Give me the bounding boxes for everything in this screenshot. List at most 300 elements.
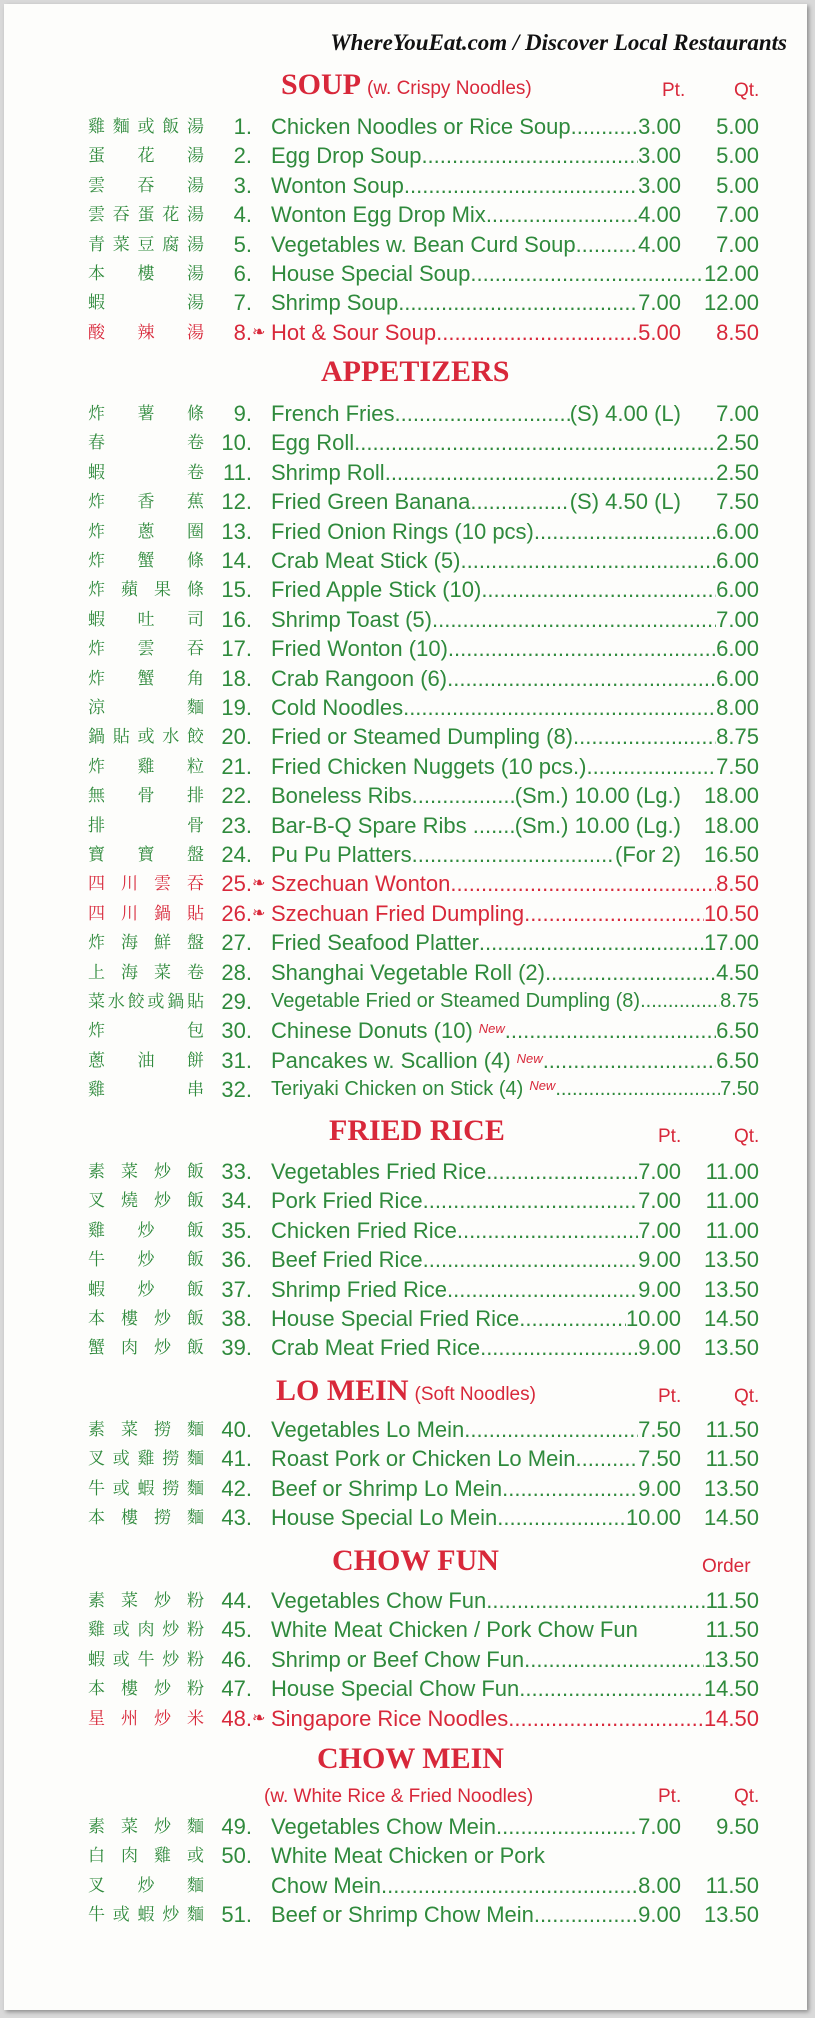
dot-leader <box>479 928 704 957</box>
item-line <box>271 1157 759 1186</box>
dot-leader <box>534 517 716 546</box>
chinese-name: 素 菜 炒 麵 <box>88 1817 204 1836</box>
dot-leader <box>403 693 716 722</box>
section-title-fried-rice <box>329 1114 505 1148</box>
item-name: Boneless Ribs <box>271 783 412 809</box>
item-name: Vegetables Chow Fun <box>271 1588 487 1613</box>
item-name: Egg Roll <box>271 430 355 456</box>
item-number: 21. <box>221 753 252 779</box>
dot-leader <box>412 840 615 869</box>
price-quart: 2.50 <box>716 459 759 485</box>
chinese-name: 春 卷 <box>88 433 204 453</box>
price-quart: 2.50 <box>716 430 759 456</box>
item-number: 44. <box>221 1588 252 1613</box>
dot-leader <box>497 1503 626 1532</box>
dot-leader <box>543 1046 716 1075</box>
dot-leader <box>461 546 717 575</box>
item-line <box>271 575 759 604</box>
item-name: House Special Lo Mein <box>271 1505 498 1531</box>
price-quart: 18.00 <box>703 812 759 838</box>
menu-item[interactable] <box>4 1841 807 1870</box>
price-pint: 8.00 <box>638 1872 681 1898</box>
size-prices: (S) 4.00 (L) <box>569 401 681 426</box>
dot-leader <box>576 230 639 259</box>
chinese-name: 牛 或 蝦 撈 麵 <box>88 1478 204 1498</box>
section-note: (Soft Noodles) <box>414 1384 536 1405</box>
chinese-name: 牛 炒 飯 <box>88 1250 204 1270</box>
price-pint: 7.50 <box>638 1446 681 1472</box>
chinese-name: 蝦 或 牛 炒 粉 <box>88 1649 204 1669</box>
price-pint: 9.00 <box>638 1902 681 1928</box>
item-number: 14. <box>221 548 252 573</box>
price-pint: 7.00 <box>638 1159 681 1184</box>
menu-item[interactable] <box>4 1046 807 1075</box>
price-quart: 7.00 <box>716 231 759 257</box>
site-header: WhereYouEat.com / Discover Local Restaurants <box>330 30 787 55</box>
price-pint: 10.00 <box>625 1505 681 1531</box>
item-line <box>271 693 759 722</box>
price-quart: 13.50 <box>703 1646 759 1672</box>
menu-item[interactable] <box>4 259 807 288</box>
item-line <box>271 840 759 869</box>
item-name: Fried Apple Stick (10) <box>271 577 482 603</box>
item-name: Bar-B-Q Spare Ribs . <box>271 812 479 838</box>
menu-item[interactable] <box>4 987 807 1016</box>
dot-leader <box>447 1275 638 1304</box>
price-quart: 4.50 <box>716 959 759 985</box>
size-prices: (For 2) <box>615 842 681 867</box>
item-number: 33. <box>221 1159 252 1184</box>
item-line <box>271 1186 759 1215</box>
item-name: White Meat Chicken / Pork Chow Fun <box>271 1617 638 1643</box>
item-name: Pu Pu Platters <box>271 842 412 867</box>
menu-item[interactable] <box>4 605 807 634</box>
item-line <box>271 399 759 428</box>
chinese-name: 四 川 鍋 貼 <box>88 903 204 923</box>
menu-item[interactable] <box>4 1871 807 1900</box>
item-name: Fried Wonton (10) <box>271 636 448 662</box>
menu-item[interactable] <box>4 1615 807 1644</box>
section-title-text: LO MEIN <box>276 1374 409 1407</box>
item-number: 42. <box>221 1475 252 1501</box>
chinese-name: 炸 海 鮮 盤 <box>88 933 204 953</box>
item-line <box>271 259 759 288</box>
dot-leader <box>423 1245 639 1274</box>
section-title-text: SOUP <box>281 68 362 101</box>
item-name: House Special Chow Fun <box>271 1676 520 1702</box>
item-name: Wonton Soup <box>271 172 404 198</box>
item-name: Fried Onion Rings (10 pcs) <box>271 518 534 544</box>
column-header-qt: Qt. <box>734 1386 760 1407</box>
item-number: 34. <box>221 1188 252 1214</box>
price-quart: 12.00 <box>703 261 759 286</box>
price-quart: 14.50 <box>703 1306 759 1331</box>
menu-item[interactable] <box>4 928 807 957</box>
section-title-text: FRIED RICE <box>329 1114 505 1147</box>
price-quart: 9.50 <box>716 1814 759 1839</box>
dot-leader <box>464 1415 638 1444</box>
item-line <box>271 811 759 840</box>
dot-leader <box>505 1016 716 1045</box>
price-quart: 17.00 <box>703 930 759 956</box>
menu-item[interactable] <box>4 1900 807 1929</box>
item-number: 43. <box>221 1505 252 1531</box>
section-title-chow-fun <box>332 1544 499 1578</box>
price-quart: 7.00 <box>716 202 759 228</box>
dot-leader <box>519 1674 704 1703</box>
item-number: 22. <box>221 783 252 809</box>
dot-leader <box>354 428 716 457</box>
menu-item[interactable] <box>4 1415 807 1444</box>
menu-item[interactable] <box>4 288 807 317</box>
price-quart: 11.50 <box>705 1588 759 1613</box>
price-quart: 7.50 <box>720 1078 759 1101</box>
menu-item[interactable] <box>4 517 807 546</box>
item-line <box>271 958 759 987</box>
dot-leader <box>519 1304 626 1333</box>
item-name: French Fries <box>271 401 395 426</box>
price-quart: 10.50 <box>703 900 759 926</box>
item-number: 10. <box>221 430 252 456</box>
new-badge: New <box>516 1050 543 1066</box>
item-number: 18. <box>221 665 252 691</box>
price-quart: 8.75 <box>720 990 759 1012</box>
chinese-name: 青 菜 豆 腐 湯 <box>88 234 204 254</box>
chinese-name: 炸 蟹 角 <box>88 668 204 688</box>
menu-item[interactable] <box>4 899 807 928</box>
chinese-name: 素 菜 炒 飯 <box>88 1162 204 1181</box>
chinese-name: 蝦 卷 <box>88 462 204 482</box>
item-number: 7. <box>233 290 252 316</box>
menu-item[interactable] <box>4 171 807 200</box>
item-name: Pork Fried Rice <box>271 1188 423 1214</box>
item-number: 36. <box>221 1247 252 1273</box>
chinese-name: 叉 炒 麵 <box>88 1875 204 1895</box>
menu-item[interactable] <box>4 487 807 516</box>
menu-item[interactable] <box>4 1503 807 1532</box>
price-pint: 7.00 <box>638 1217 681 1243</box>
item-name: Pancakes w. Scallion (4) <box>271 1047 511 1073</box>
menu-item[interactable] <box>4 840 807 869</box>
section-title-chow-mein <box>317 1742 504 1776</box>
chinese-name: 炸 蔥 圈 <box>88 521 204 541</box>
item-line <box>271 1586 759 1615</box>
item-name: Vegetable Fried or Steamed Dumpling (8) <box>271 990 641 1012</box>
chinese-name: 素 菜 炒 粉 <box>88 1591 204 1610</box>
item-number: 49. <box>221 1814 252 1839</box>
menu-item[interactable] <box>4 112 807 141</box>
chinese-name: 炸 薯 條 <box>88 404 204 423</box>
hot-spicy-icon: ❧ <box>252 875 266 893</box>
item-line <box>271 1333 759 1362</box>
price-quart: 6.00 <box>716 577 759 603</box>
item-number: 9. <box>233 401 252 426</box>
dot-leader <box>486 1157 638 1186</box>
item-number: 35. <box>221 1217 252 1243</box>
item-name: Crab Rangoon (6) <box>271 665 448 691</box>
chinese-name: 炸 蟹 條 <box>88 551 204 570</box>
menu-item[interactable] <box>4 752 807 781</box>
menu-item[interactable] <box>4 141 807 170</box>
dot-leader <box>545 958 716 987</box>
menu-item[interactable] <box>4 1645 807 1674</box>
menu-item[interactable] <box>4 722 807 751</box>
item-name: Vegetables Lo Mein <box>271 1417 465 1442</box>
dot-leader <box>470 259 704 288</box>
menu-item[interactable] <box>4 1157 807 1186</box>
menu-item[interactable] <box>4 546 807 575</box>
price-quart: 6.00 <box>716 548 759 573</box>
column-header-pt: Pt. <box>658 1386 682 1407</box>
chinese-name: 蔥 油 餅 <box>88 1050 204 1070</box>
item-name: Chinese Donuts (10) <box>271 1018 473 1044</box>
item-name: Szechuan Wonton <box>271 871 451 897</box>
menu-item[interactable] <box>4 781 807 810</box>
menu-item[interactable] <box>4 869 807 898</box>
price-quart: 8.75 <box>716 724 759 750</box>
item-name: Chow Mein <box>271 1872 382 1898</box>
item-name: House Special Fried Rice <box>271 1306 520 1331</box>
menu-item[interactable] <box>4 1016 807 1045</box>
column-header-order: Order <box>702 1556 751 1577</box>
item-line <box>271 1841 759 1870</box>
menu-item[interactable] <box>4 693 807 722</box>
menu-item[interactable] <box>4 1245 807 1274</box>
menu-item[interactable] <box>4 634 807 663</box>
menu-item[interactable] <box>4 575 807 604</box>
dot-leader <box>457 1216 638 1245</box>
item-name: White Meat Chicken or Pork <box>271 1843 545 1869</box>
item-number: 46. <box>221 1646 252 1672</box>
item-line <box>271 722 759 751</box>
item-number: 40. <box>221 1417 252 1442</box>
item-line <box>271 605 759 634</box>
item-line <box>271 1075 759 1105</box>
menu-item[interactable] <box>4 399 807 428</box>
dot-leader <box>571 112 639 141</box>
price-quart: 11.50 <box>705 1446 759 1472</box>
price-quart: 8.50 <box>716 871 759 897</box>
price-pint: 9.00 <box>638 1475 681 1501</box>
menu-item[interactable] <box>4 318 807 347</box>
chinese-name: 炸 包 <box>88 1021 204 1041</box>
dot-leader <box>432 605 716 634</box>
item-number: 50. <box>221 1843 252 1869</box>
chinese-name: 上 海 菜 卷 <box>88 962 204 982</box>
item-number: 39. <box>221 1335 252 1361</box>
item-line <box>271 752 759 781</box>
item-line <box>271 1046 759 1078</box>
item-line <box>271 781 759 810</box>
item-name: Fried Green Banana <box>271 489 471 515</box>
item-line <box>271 318 759 347</box>
item-line <box>271 141 759 170</box>
chinese-name: 雞 串 <box>88 1080 204 1100</box>
dot-leader <box>470 487 569 516</box>
item-line <box>271 1275 759 1304</box>
price-quart: 7.50 <box>716 489 759 515</box>
price-quart: 13.50 <box>703 1276 759 1302</box>
item-line <box>271 664 759 693</box>
item-number: 3. <box>233 172 252 198</box>
price-pint: 9.00 <box>638 1247 681 1273</box>
price-quart: 6.00 <box>716 518 759 544</box>
price-quart: 12.00 <box>703 290 759 316</box>
chinese-name: 叉 或 雞 撈 麵 <box>88 1449 204 1469</box>
menu-item[interactable] <box>4 1586 807 1615</box>
item-name: Roast Pork or Chicken Lo Mein. <box>271 1446 582 1472</box>
chinese-name: 炸 雞 粒 <box>88 756 204 776</box>
item-name: Singapore Rice Noodles <box>271 1705 509 1731</box>
item-line <box>271 200 759 229</box>
item-number: 51. <box>221 1902 252 1928</box>
item-name: Fried or Steamed Dumpling (8) <box>271 724 574 750</box>
item-number: 8. <box>233 319 252 345</box>
item-line <box>271 428 759 457</box>
item-number: 48. <box>221 1705 252 1731</box>
item-name: Egg Drop Soup <box>271 143 422 169</box>
menu-item[interactable] <box>4 1474 807 1503</box>
column-header-qt: Qt. <box>734 80 760 101</box>
menu-item[interactable] <box>4 1333 807 1362</box>
item-number: 17. <box>221 636 252 662</box>
menu-item[interactable] <box>4 1444 807 1473</box>
item-line <box>271 1615 759 1644</box>
menu-item[interactable] <box>4 1216 807 1245</box>
item-name: Beef or Shrimp Lo Mein <box>271 1475 503 1501</box>
item-number: 19. <box>221 695 252 720</box>
dot-leader <box>486 200 638 229</box>
dot-leader <box>480 1333 638 1362</box>
chinese-name: 蝦 吐 司 <box>88 609 204 629</box>
item-line <box>271 546 759 575</box>
menu-item[interactable] <box>4 958 807 987</box>
menu-item[interactable] <box>4 1304 807 1333</box>
price-quart: 5.00 <box>716 172 759 198</box>
dot-leader <box>524 1645 704 1674</box>
price-pint: 9.00 <box>638 1276 681 1302</box>
menu-item[interactable] <box>4 1674 807 1703</box>
dot-leader <box>524 899 704 928</box>
item-line <box>271 1245 759 1274</box>
menu-item[interactable] <box>4 1075 807 1104</box>
item-name: Beef or Shrimp Chow Mein <box>271 1902 534 1928</box>
column-header-qt: Qt. <box>734 1126 760 1147</box>
item-line <box>271 1474 759 1503</box>
dot-leader <box>479 811 515 840</box>
chinese-name: 雲 吞 蛋 花 湯 <box>88 205 204 225</box>
item-line <box>271 1704 759 1733</box>
dot-leader <box>398 288 638 317</box>
column-header-pt: Pt. <box>658 1786 682 1807</box>
price-quart: 18.00 <box>703 783 759 809</box>
price-quart: 11.50 <box>705 1872 759 1898</box>
chinese-name: 本 樓 炒 粉 <box>88 1679 204 1699</box>
section-title-lo-mein <box>276 1374 536 1408</box>
price-quart: 11.50 <box>705 1617 759 1643</box>
chinese-name: 本 樓 撈 麵 <box>88 1508 204 1528</box>
item-line <box>271 517 759 546</box>
item-name: Fried Seafood Platter <box>271 930 479 956</box>
chinese-name: 涼 麵 <box>88 698 204 717</box>
price-quart: 8.00 <box>716 695 759 720</box>
price-quart: 11.00 <box>705 1217 759 1243</box>
item-line <box>271 1304 759 1333</box>
price-quart: 13.50 <box>703 1902 759 1928</box>
item-number: 38. <box>221 1306 252 1331</box>
price-quart: 14.50 <box>703 1705 759 1731</box>
section-note: (w. Crispy Noodles) <box>367 78 532 99</box>
price-quart: 14.50 <box>703 1505 759 1531</box>
price-quart: 13.50 <box>703 1247 759 1273</box>
item-number: 28. <box>221 959 252 985</box>
menu-item[interactable] <box>4 811 807 840</box>
item-number: 13. <box>221 518 252 544</box>
item-line <box>271 171 759 200</box>
item-number: 5. <box>233 231 252 257</box>
menu-item[interactable] <box>4 200 807 229</box>
size-prices: (Sm.) 10.00 (Lg.) <box>514 783 681 809</box>
chinese-name: 雞 麵 或 飯 湯 <box>88 117 204 136</box>
item-name: Hot & Sour Soup <box>271 319 437 345</box>
menu-item[interactable] <box>4 1275 807 1304</box>
item-line <box>271 1216 759 1245</box>
item-name: Teriyaki Chicken on Stick (4) <box>271 1078 524 1101</box>
item-line <box>271 1812 759 1841</box>
price-quart: 6.50 <box>716 1018 759 1044</box>
price-pint: 3.00 <box>638 143 681 169</box>
price-quart: 5.00 <box>716 143 759 169</box>
menu-item[interactable] <box>4 458 807 487</box>
chinese-name: 叉 燒 炒 飯 <box>88 1191 204 1211</box>
item-name: Vegetables w. Bean Curd Soup <box>271 231 576 257</box>
column-header-pt: Pt. <box>658 1126 682 1147</box>
menu-item[interactable] <box>4 230 807 259</box>
item-name: Shrimp Soup <box>271 290 399 316</box>
menu-item[interactable] <box>4 1812 807 1841</box>
chinese-name: 蝦 湯 <box>88 293 204 313</box>
dot-leader <box>421 141 638 170</box>
hot-spicy-icon: ❧ <box>252 323 266 341</box>
menu-item[interactable] <box>4 428 807 457</box>
item-line <box>271 869 759 898</box>
section-title-text: APPETIZERS <box>321 355 510 388</box>
item-number: 29. <box>221 989 252 1014</box>
price-pint: 9.00 <box>638 1335 681 1361</box>
chinese-name: 排 骨 <box>88 815 204 835</box>
item-name: Shrimp Roll <box>271 459 385 485</box>
menu-item[interactable] <box>4 664 807 693</box>
item-name: Wonton Egg Drop Mix <box>271 202 486 228</box>
item-line <box>271 1900 759 1929</box>
item-line <box>271 899 759 928</box>
price-quart: 7.50 <box>716 753 759 779</box>
item-number: 11. <box>223 459 252 485</box>
price-quart: 8.50 <box>716 319 759 345</box>
chinese-name: 蛋 花 湯 <box>88 146 204 166</box>
item-number: 16. <box>221 606 252 632</box>
chinese-name: 本 樓 湯 <box>88 264 204 283</box>
price-quart: 6.00 <box>716 636 759 662</box>
menu-item[interactable] <box>4 1186 807 1215</box>
item-line <box>271 1415 759 1444</box>
menu-item[interactable] <box>4 1704 807 1733</box>
dot-leader <box>555 1075 720 1104</box>
new-badge: New <box>529 1078 556 1094</box>
chinese-name: 四 川 雲 吞 <box>88 874 204 894</box>
item-number: 20. <box>221 724 252 750</box>
item-name: Szechuan Fried Dumpling <box>271 900 525 926</box>
